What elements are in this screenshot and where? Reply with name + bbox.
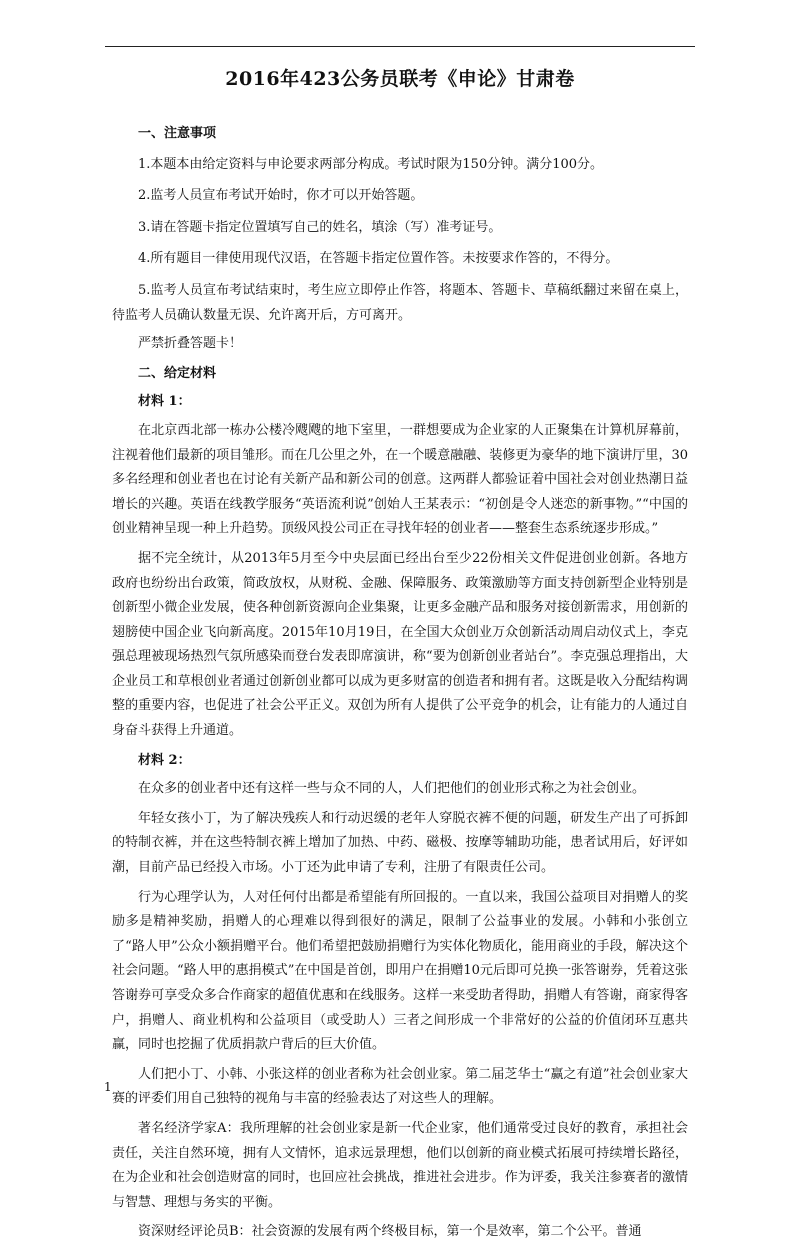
notice-item: 2.监考人员宣布考试开始时，你才可以开始答题。	[138, 188, 424, 204]
material-1-label: 材料 1：	[138, 394, 191, 410]
header-rule	[105, 46, 695, 47]
material-paragraph: 行为心理学认为，人对任何付出都是希望能有所回报的。一直以来，我国公益项目对捐赠人的奖励多是精神奖励，捐赠人的心理难以得到很好的满足，限制了公益事业的发展。小韩和小张创立了“路人甲”公众小额捐赠平台。他们希望把鼓励捐赠行为实体化物质化，能用商业的手段，解决这个社会问题。“路人甲的惠捐模式”在中国是首创，即用户在捐赠10元后即可兑换一张答谢券，凭着这张答谢券可享受众多合作商家的超值优惠和在线服务。这样一来受助者得助，捐赠人有答谢，商家得客户，捐赠人、商业机构和公益项目（或受助人）三者之间形成一个非常好的公益的价值闭环互惠共赢，同时也挖掘了优质捐款户背后的巨大价值。	[112, 889, 688, 1053]
material-paragraph: 人们把小丁、小韩、小张这样的创业者称为社会创业家。第二届芝华士“赢之有道”社会创业家大赛的评委们用自己独特的视角与丰富的经验表达了对这些人的理解。	[112, 1066, 688, 1107]
notice-warning: 严禁折叠答题卡！	[138, 336, 243, 352]
page-number: 1	[104, 1080, 112, 1094]
material-paragraph: 在北京西北部一栋办公楼冷飕飕的地下室里，一群想要成为企业家的人正聚集在计算机屏幕前，注视着他们最新的项目雏形。而在几公里之外，在一个暖意融融、装修更为豪华的地下演讲厅里，30多名经理和创业者也在讨论有关新产品和新公司的创意。这两群人都验证着中国社会对创业热潮日益增长的兴趣。英语在线教学服务“英语流利说”创始人王某表示：“初创是令人迷恋的新事物。”“中国的创业精神呈现一种上升趋势。顶级风投公司正在寻找年轻的创业者——整套生态系统逐步形成。”	[112, 422, 688, 537]
notice-item: 4.所有题目一律使用现代汉语，在答题卡指定位置作答。未按要求作答的，不得分。	[138, 251, 619, 267]
document-body	[112, 122, 688, 1250]
section-heading-notice: 一、注意事项	[138, 126, 217, 141]
section-heading-materials: 二、给定材料	[138, 365, 217, 381]
material-paragraph: 据不完全统计，从2013年5月至今中央层面已经出台至少22份相关文件促进创业创新。各地方政府也纷纷出台政策，简政放权，从财税、金融、保障服务、政策激励等方面支持创新型企业特别是创新型小微企业发展，使各种创新资源向企业集聚，让更多金融产品和服务对接创新需求，用创新的翅膀使中国企业飞向新高度。2015年10月19日，在全国大众创业万众创新活动周启动仪式上，李克强总理被现场热烈气氛所感染而登台发表即席演讲，称“要为创新创业者站台”。李克强总理指出，大企业员工和草根创业者通过创新创业都可以成为更多财富的创造者和拥有者。这既是收入分配结构调整的重要内容，也促进了社会公平正义。双创为所有人提供了公平竞争的机会，让有能力的人通过自身奋斗获得上升通道。	[112, 550, 688, 739]
notice-item: 3.请在答题卡指定位置填写自己的姓名，填涂（写）准考证号。	[138, 219, 502, 235]
notice-item: 1.本题本由给定资料与申论要求两部分构成。考试时限为150分钟。满分100分。	[138, 156, 604, 172]
material-2-label: 材料 2：	[138, 752, 191, 768]
material-paragraph: 年轻女孩小丁，为了解决残疾人和行动迟缓的老年人穿脱衣裤不便的问题，研发生产出了可拆卸的特制衣裤，并在这些特制衣裤上增加了加热、中药、磁极、按摩等辅助功能，患者试用后，好评如潮，目前产品已经投入市场。小丁还为此申请了专利，注册了有限责任公司。	[112, 810, 688, 876]
material-paragraph: 资深财经评论员B：社会资源的发展有两个终极目标，第一个是效率，第二个公平。普通	[138, 1224, 642, 1240]
material-paragraph: 著名经济学家A：我所理解的社会创业家是新一代企业家，他们通常受过良好的教育，承担社会责任，关注自然环境，拥有人文情怀，追求远景理想，他们以创新的商业模式拓展可持续增长路径，在为企业和社会创造财富的同时，也回应社会挑战，推进社会进步。作为评委，我关注参赛者的激情与智慧、理想与务实的平衡。	[112, 1120, 688, 1210]
document-title: 2016年423公务员联考《申论》甘肃卷	[225, 68, 575, 90]
notice-item: 5.监考人员宣布考试结束时，考生应立即停止作答，将题本、答题卡、草稿纸翻过来留在桌上，待监考人员确认数量无误、允许离开后，方可离开。	[112, 282, 688, 323]
material-paragraph: 在众多的创业者中还有这样一些与众不同的人，人们把他们的创业形式称之为社会创业。	[138, 781, 646, 797]
